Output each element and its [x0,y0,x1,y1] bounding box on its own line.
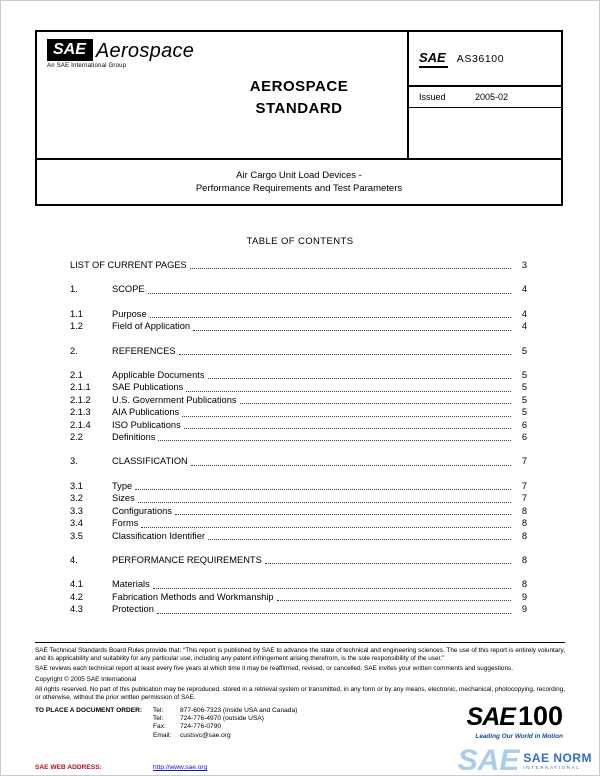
rights-notice: All rights reserved. No part of this publication may be reproduced, stored in a retrieval system or transmitted, in any form or by any means, electronic, mechanical, photocopying, recording, or otherwise, without the prior written permission of SAE. [35,686,565,701]
toc-entry-number: 3. [70,456,78,467]
toc-entry-label: Protection [112,604,154,615]
toc-leader-dots [138,502,511,503]
toc-entry [70,345,527,357]
toc-entry-number: 3.5 [70,530,83,541]
document-title-row [37,158,561,204]
toc-entry [70,591,527,603]
toc-leader-dots [135,489,511,490]
toc-entry-page: 5 [521,370,527,381]
toc-entry-number: 2.1.3 [70,407,91,418]
toc-entry-label: Materials [112,579,150,590]
toc-entry [70,530,527,542]
toc-entry-number: 2.1.4 [70,419,91,430]
toc-entry-number: 2.2 [70,432,83,443]
technical-board-notice: SAE Technical Standards Board Rules provide that: “This report is published by SAE to advance the state of technical and engineering sciences. The use of this report is entirely voluntary, and its applicability and suitability for any particular use, including any patent infringement arising therefrom, is the sole responsibility of the user.” [35,647,565,662]
toc-entry [70,480,527,492]
document-title-line1: Air Cargo Unit Load Devices - [236,170,362,181]
toc-entry [70,431,527,443]
sae-small-logo-icon: SAE [419,50,448,68]
toc-entry-page: 6 [521,432,527,443]
toc-entry [70,394,527,406]
saenorm-glyph-icon: SAE [457,744,520,776]
toc-leader-dots [179,354,511,355]
toc-entry-label: REFERENCES [112,345,176,356]
toc-entry-number: 4.1 [70,579,83,590]
toc-entry-label: LIST OF CURRENT PAGES [70,260,187,270]
toc-entry-page: 6 [521,419,527,430]
toc-entry [70,578,527,590]
toc-entry-page: 5 [521,382,527,393]
header-box [35,30,563,206]
toc-entry-label: SCOPE [112,284,145,295]
toc-entry [70,455,527,467]
toc-entry-label: CLASSIFICATION [112,456,188,467]
toc-entry-page: 5 [521,345,527,356]
review-notice: SAE reviews each technical report at least every five years at which time it may be reaffirmed, revised, or cancelled. SAE invites your written comments and suggestions. [35,665,513,673]
contact-value: 877-606-7323 (inside USA and Canada) [180,706,298,714]
toc-entry-page: 3 [521,260,527,270]
toc-entry-label: Sizes [112,493,135,504]
toc-entry [70,406,527,418]
toc-entry-page: 9 [521,591,527,602]
toc-entry [70,505,527,517]
toc-entry-number: 1.2 [70,321,83,332]
toc-entry-number: 3.3 [70,505,83,516]
toc-entry-label: Forms [112,518,139,529]
toc-heading: TABLE OF CONTENTS [246,236,354,247]
toc-leader-dots [191,465,511,466]
toc-leader-dots [157,613,511,614]
toc-leader-dots [208,539,511,540]
issued-label: Issued [419,92,446,102]
header-top-row [37,32,561,158]
toc-entry-page: 4 [521,308,527,319]
contact-value: custsvc@sae.org [180,731,231,739]
toc-entry-number: 2.1 [70,370,83,381]
document-type [37,76,561,120]
toc-entry-page: 5 [521,407,527,418]
toc-entry-number: 2.1.1 [70,382,91,393]
toc-leader-dots [265,563,511,564]
toc-entry [70,517,527,529]
toc-leader-dots [158,440,511,441]
toc-entry-label: SAE Publications [112,382,184,393]
toc-entry-label: PERFORMANCE REQUIREMENTS [112,554,262,565]
toc-entry-page: 8 [521,505,527,516]
sae-100-logo [467,701,563,740]
toc-entry-label: Fabrication Methods and Workmanship [112,591,274,602]
toc-leader-dots [150,317,511,318]
toc-list [70,259,527,616]
document-type-line1: AEROSPACE [249,78,349,95]
toc-entry-number: 2.1.2 [70,394,91,405]
toc-entry [70,369,527,381]
toc-entry [70,381,527,393]
toc-leader-dots [277,600,511,601]
toc-leader-dots [182,416,511,417]
toc-entry [70,320,527,332]
toc-entry-page: 7 [521,456,527,467]
toc-leader-dots [175,514,511,515]
sae-100-tagline: Leading Our World in Motion [475,733,563,740]
toc-entry-label: ISO Publications [112,419,181,430]
toc-entry-page: 8 [521,579,527,590]
toc-entry-label: Purpose [112,308,147,319]
toc-entry-number: 4. [70,554,78,565]
toc-entry [70,419,527,431]
toc-entry-number: 1. [70,284,78,295]
toc-entry [70,603,527,615]
toc-leader-dots [190,268,511,269]
toc-entry-label: AIA Publications [112,407,180,418]
contact-value: 724-776-0790 [180,723,222,731]
toc-entry-number: 4.3 [70,604,83,615]
toc-leader-dots [186,391,511,392]
standard-number: AS36100 [456,52,505,65]
toc-entry-number: 4.2 [70,591,83,602]
toc-entry-page: 7 [521,493,527,504]
toc-entry-number: 3.2 [70,493,83,504]
contact-key: Email: [153,731,172,739]
toc-entry [70,492,527,504]
toc-entry-label: Applicable Documents [112,370,205,381]
toc-entry-number: 3.4 [70,518,83,529]
toc-entry-page: 5 [521,394,527,405]
toc-leader-dots [141,527,511,528]
sae-100-number: 100 [517,701,563,731]
toc-entry [70,259,527,271]
toc-entry-number: 3.1 [70,480,83,491]
sae-aerospace-logo [47,39,407,61]
toc-leader-dots [208,378,511,379]
toc-entry-page: 4 [521,321,527,332]
toc-leader-dots [148,293,511,294]
toc-leader-dots [240,403,511,404]
copyright-line: Copyright © 2005 SAE International [35,675,137,683]
issued-date: 2005-02 [475,92,509,102]
toc-entry-page: 7 [521,480,527,491]
toc-entry-label: Field of Application [112,321,191,332]
document-title-line2: Performance Requirements and Test Parameters [195,183,403,194]
aerospace-wordmark: Aerospace [95,40,195,62]
contact-key: Fax: [153,723,166,731]
toc-entry-page: 9 [521,604,527,615]
toc-entry-number: 2. [70,345,78,356]
sae-logo-icon: SAE [47,39,93,61]
toc-entry [70,283,527,295]
toc-entry-number: 1.1 [70,308,83,319]
saenorm-subtitle: INTERNATIONAL [523,765,581,770]
sae-100-wordmark: SAE [466,703,515,731]
web-address-label: SAE WEB ADDRESS: [35,764,102,772]
toc-leader-dots [184,428,511,429]
toc-leader-dots [153,588,511,589]
order-label: TO PLACE A DOCUMENT ORDER: [35,706,143,714]
toc-entry-page: 8 [521,530,527,541]
toc-entry-page: 8 [521,554,527,565]
toc-entry-label: U.S. Government Publications [112,394,237,405]
logo-subtitle: An SAE International Group [47,63,127,69]
sae-website-link[interactable]: http://www.sae.org [153,764,208,772]
toc-entry [70,308,527,320]
saenorm-name: SAE NORM [523,751,592,765]
toc-entry-page: 4 [521,284,527,295]
contact-key: Tel: [153,706,164,714]
contact-key: Tel: [153,714,164,722]
toc-entry-label: Classification Identifier [112,530,206,541]
toc-entry-label: Configurations [112,505,172,516]
contact-value: 724-776-4970 (outside USA) [180,714,264,722]
saenorm-watermark [457,744,592,776]
toc-entry-label: Definitions [112,432,156,443]
toc-entry-label: Type [112,480,133,491]
toc-entry-page: 8 [521,518,527,529]
document-type-line2: STANDARD [255,100,343,117]
toc-entry [70,554,527,566]
toc-leader-dots [193,330,511,331]
